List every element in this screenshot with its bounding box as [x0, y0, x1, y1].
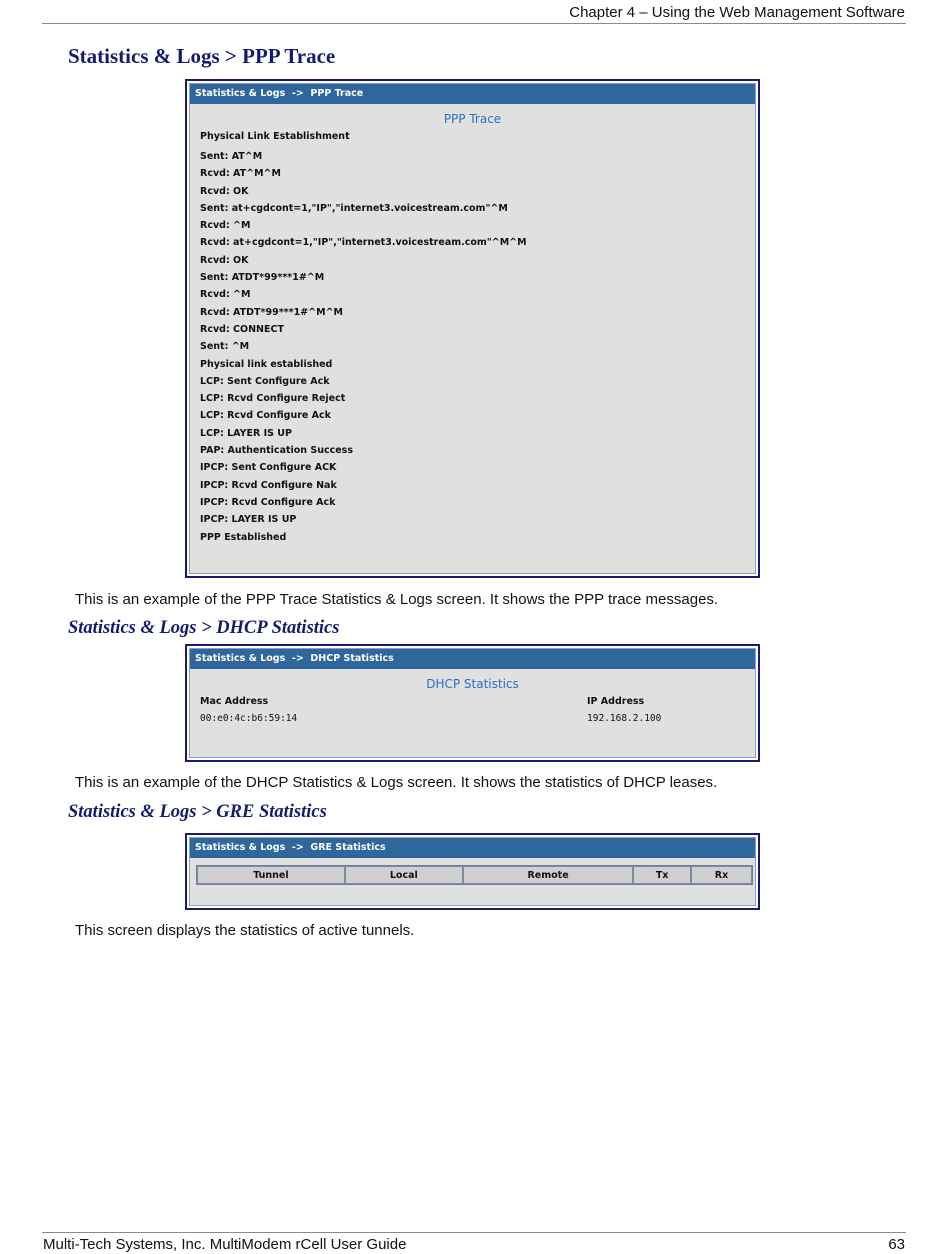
dhcp-statistics-panel [189, 648, 756, 758]
log-line: Rcvd: ^M [200, 289, 251, 301]
page-footer [42, 1232, 906, 1253]
ppp-trace-section-title: Statistics & Logs > PPP Trace [68, 44, 336, 68]
column-header-tunnel: Tunnel [197, 866, 345, 884]
log-line: Rcvd: CONNECT [200, 323, 284, 335]
log-line: IPCP: Rcvd Configure Ack [200, 496, 336, 508]
dhcp-caption: This is an example of the DHCP Statistics & Logs screen. It shows the statistics of DHCP leases. [75, 774, 718, 791]
log-line: Rcvd: AT^M^M [200, 168, 281, 180]
column-header-tx: Tx [633, 866, 691, 884]
page-number: 63 [888, 1236, 905, 1253]
log-line: IPCP: Sent Configure ACK [200, 462, 337, 474]
gre-tunnels-table [196, 865, 753, 885]
ppp-trace-heading: Physical Link Establishment [200, 131, 350, 142]
gre-statistics-panel [189, 837, 756, 906]
log-line: Rcvd: ATDT*99***1#^M^M [200, 306, 343, 318]
page-header [42, 4, 906, 24]
log-line: LCP: Rcvd Configure Ack [200, 410, 331, 422]
log-line: LCP: Rcvd Configure Reject [200, 393, 346, 405]
log-line: Sent: ATDT*99***1#^M [200, 272, 325, 284]
ppp-trace-panel-title: PPP Trace [443, 112, 502, 126]
dhcp-panel-title: DHCP Statistics [426, 677, 519, 691]
dhcp-lease-row [190, 710, 755, 727]
log-line: PAP: Authentication Success [200, 445, 353, 457]
footer-guide-title: Multi-Tech Systems, Inc. MultiModem rCell User Guide [43, 1236, 407, 1253]
gre-statistics-screenshot [185, 833, 760, 910]
ip-address-header: IP Address [587, 696, 645, 707]
log-line: IPCP: Rcvd Configure Nak [200, 479, 337, 491]
log-line: Sent: at+cgdcont=1,"IP","internet3.voicestream.com"^M [200, 202, 508, 214]
log-line: Sent: AT^M [200, 151, 263, 162]
log-line: PPP Established [200, 531, 287, 543]
log-line: LCP: LAYER IS UP [200, 427, 292, 439]
dhcp-title-bar: Statistics & Logs -> DHCP Statistics [190, 649, 755, 669]
ppp-trace-log [190, 128, 755, 546]
dhcp-statistics-screenshot [185, 644, 760, 762]
dhcp-header-row [190, 693, 755, 710]
table-header-row [197, 866, 752, 884]
ppp-trace-panel [189, 83, 756, 574]
log-line: Rcvd: ^M [200, 220, 251, 232]
mac-address-value: 00:e0:4c:b6:59:14 [200, 713, 298, 724]
column-header-rx: Rx [691, 866, 752, 884]
log-line: IPCP: LAYER IS UP [200, 514, 297, 526]
chapter-title: Chapter 4 – Using the Web Management Software [569, 4, 905, 21]
column-header-remote: Remote [463, 866, 633, 884]
log-line: LCP: Sent Configure Ack [200, 375, 330, 387]
log-line: Sent: ^M [200, 341, 250, 353]
log-line: Rcvd: OK [200, 254, 249, 266]
dhcp-section-title: Statistics & Logs > DHCP Statistics [68, 618, 340, 638]
gre-title-bar: Statistics & Logs -> GRE Statistics [190, 838, 755, 858]
log-line: Rcvd: at+cgdcont=1,"IP","internet3.voicestream.com"^M^M [200, 237, 527, 249]
log-line: Physical link established [200, 358, 333, 370]
gre-section-title: Statistics & Logs > GRE Statistics [68, 802, 327, 822]
gre-caption: This screen displays the statistics of active tunnels. [75, 922, 415, 939]
ppp-trace-caption: This is an example of the PPP Trace Statistics & Logs screen. It shows the PPP trace messages. [75, 591, 719, 608]
ppp-trace-title-bar: Statistics & Logs -> PPP Trace [190, 84, 755, 104]
ppp-trace-screenshot [185, 79, 760, 578]
mac-address-header: Mac Address [200, 696, 269, 707]
ip-address-value: 192.168.2.100 [587, 713, 662, 724]
column-header-local: Local [345, 866, 463, 884]
log-line: Rcvd: OK [200, 185, 249, 197]
